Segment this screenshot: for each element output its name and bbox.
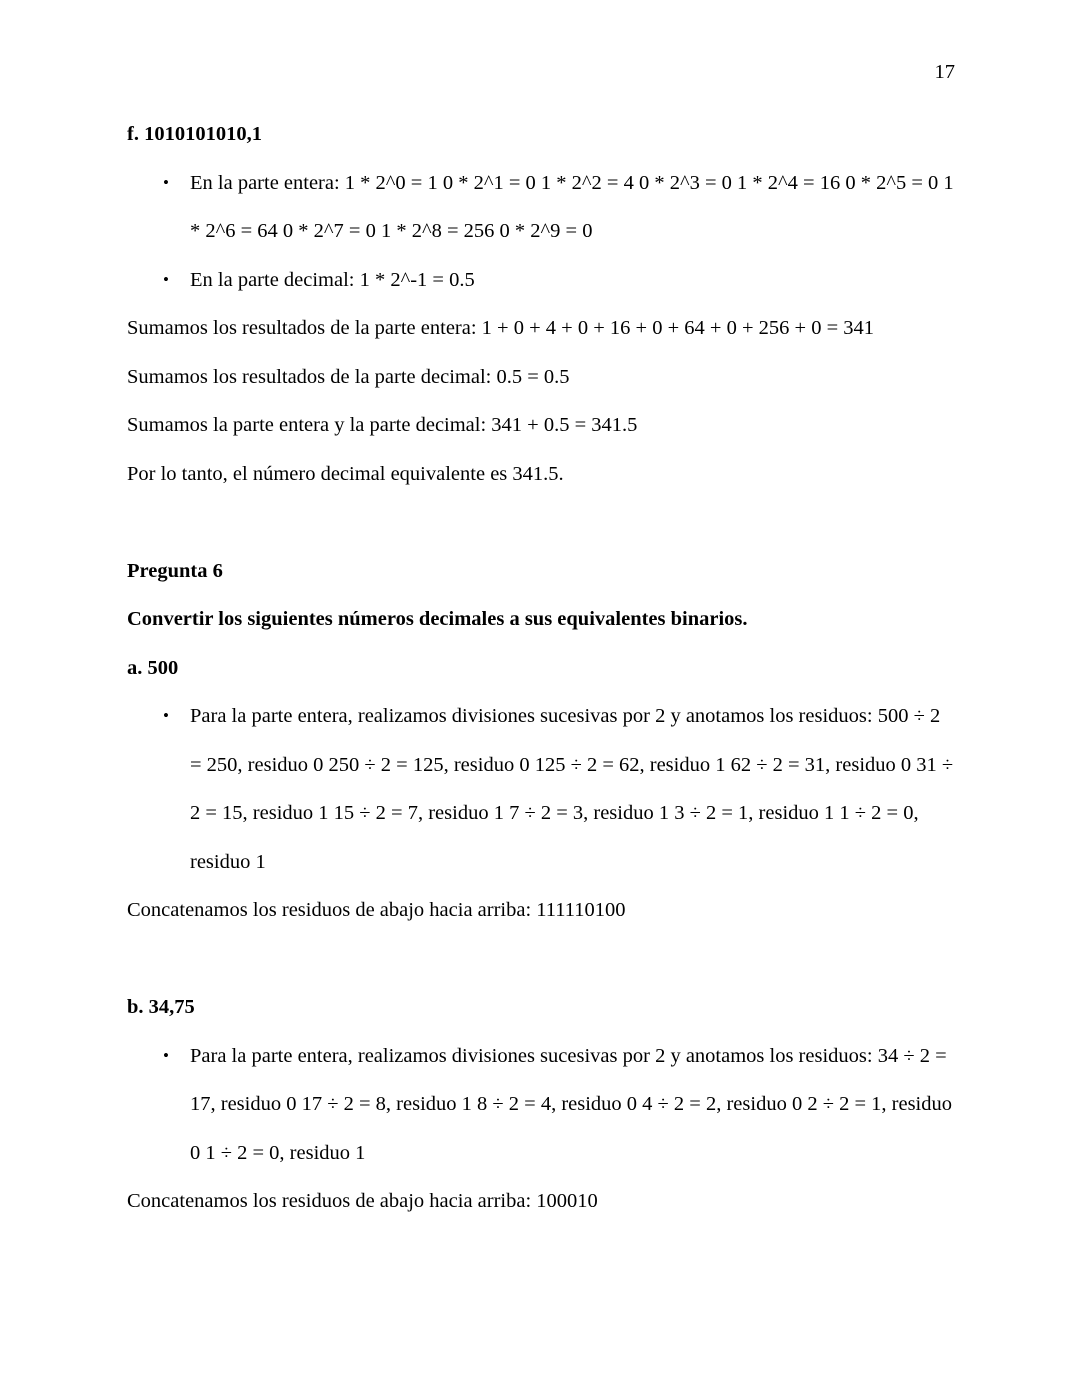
heading-item-f: f. 1010101010,1 (127, 123, 262, 145)
instruction-pregunta-6: Convertir los siguientes números decimales a sus equivalentes binarios. (127, 608, 748, 630)
bullet-icon: • (163, 269, 169, 289)
blank-line (127, 935, 955, 984)
bullet-item-b (127, 1032, 955, 1178)
page-number: 17 (934, 61, 955, 83)
heading-item-b: b. 34,75 (127, 996, 195, 1018)
bullet-text-b: Para la parte entera, realizamos divisiones sucesivas por 2 y anotamos los residuos: 34 ÷ 2 = 17, residuo 0 17 ÷ 2 = 8, residuo 1 8 ÷ 2 = 4, residuo 0 4 ÷ 2 = 2, residuo 0 2 ÷ 2 = 1, residuo 0 1 ÷ 2 = 0, residuo 1 (190, 1044, 952, 1164)
bullet-text-a: Para la parte entera, realizamos divisiones sucesivas por 2 y anotamos los residuos: 500 ÷ 2 = 250, residuo 0 250 ÷ 2 = 125, residuo 0 125 ÷ 2 = 62, residuo 1 62 ÷ 2 = 31, residuo 0 31 ÷ 2 = 15, residuo 1 15 ÷ 2 = 7, residuo 1 7 ÷ 2 = 3, residuo 1 3 ÷ 2 = 1, residuo 1 1 ÷ 2 = 0, residuo 1 (190, 705, 954, 873)
heading-pregunta-6: Pregunta 6 (127, 559, 223, 582)
bullet-icon: • (163, 706, 169, 725)
bullet-text-decimal: En la parte decimal: 1 * 2^-1 = 0.5 (190, 268, 475, 291)
bullet-icon: • (163, 1045, 169, 1065)
paragraph-conclusion-f: Por lo tanto, el número decimal equivalente es 341.5. (127, 462, 564, 485)
paragraph-concat-b: Concatenamos los residuos de abajo hacia arriba: 100010 (127, 1190, 598, 1212)
paragraph-sum-decimal: Sumamos los resultados de la parte decimal: 0.5 = 0.5 (127, 365, 570, 388)
blank-line (127, 498, 955, 547)
bullet-item-a (127, 692, 955, 886)
bullet-item-entera (127, 159, 955, 256)
paragraph-concat-a: Concatenamos los residuos de abajo hacia arriba: 111110100 (127, 899, 626, 921)
bullet-icon: • (163, 172, 169, 192)
paragraph-sum-total: Sumamos la parte entera y la parte decimal: 341 + 0.5 = 341.5 (127, 414, 638, 436)
bullet-text-entera: En la parte entera: 1 * 2^0 = 1 0 * 2^1 = 0 1 * 2^2 = 4 0 * 2^3 = 0 1 * 2^4 = 16 0 * 2^5 = 0 1 * 2^6 = 64 0 * 2^7 = 0 1 * 2^8 = 256 0 * 2^9 = 0 (190, 171, 954, 242)
paragraph-sum-entera: Sumamos los resultados de la parte entera: 1 + 0 + 4 + 0 + 16 + 0 + 64 + 0 + 256 + 0 = 341 (127, 317, 875, 339)
heading-item-a: a. 500 (127, 656, 179, 679)
bullet-item-decimal (127, 256, 955, 305)
